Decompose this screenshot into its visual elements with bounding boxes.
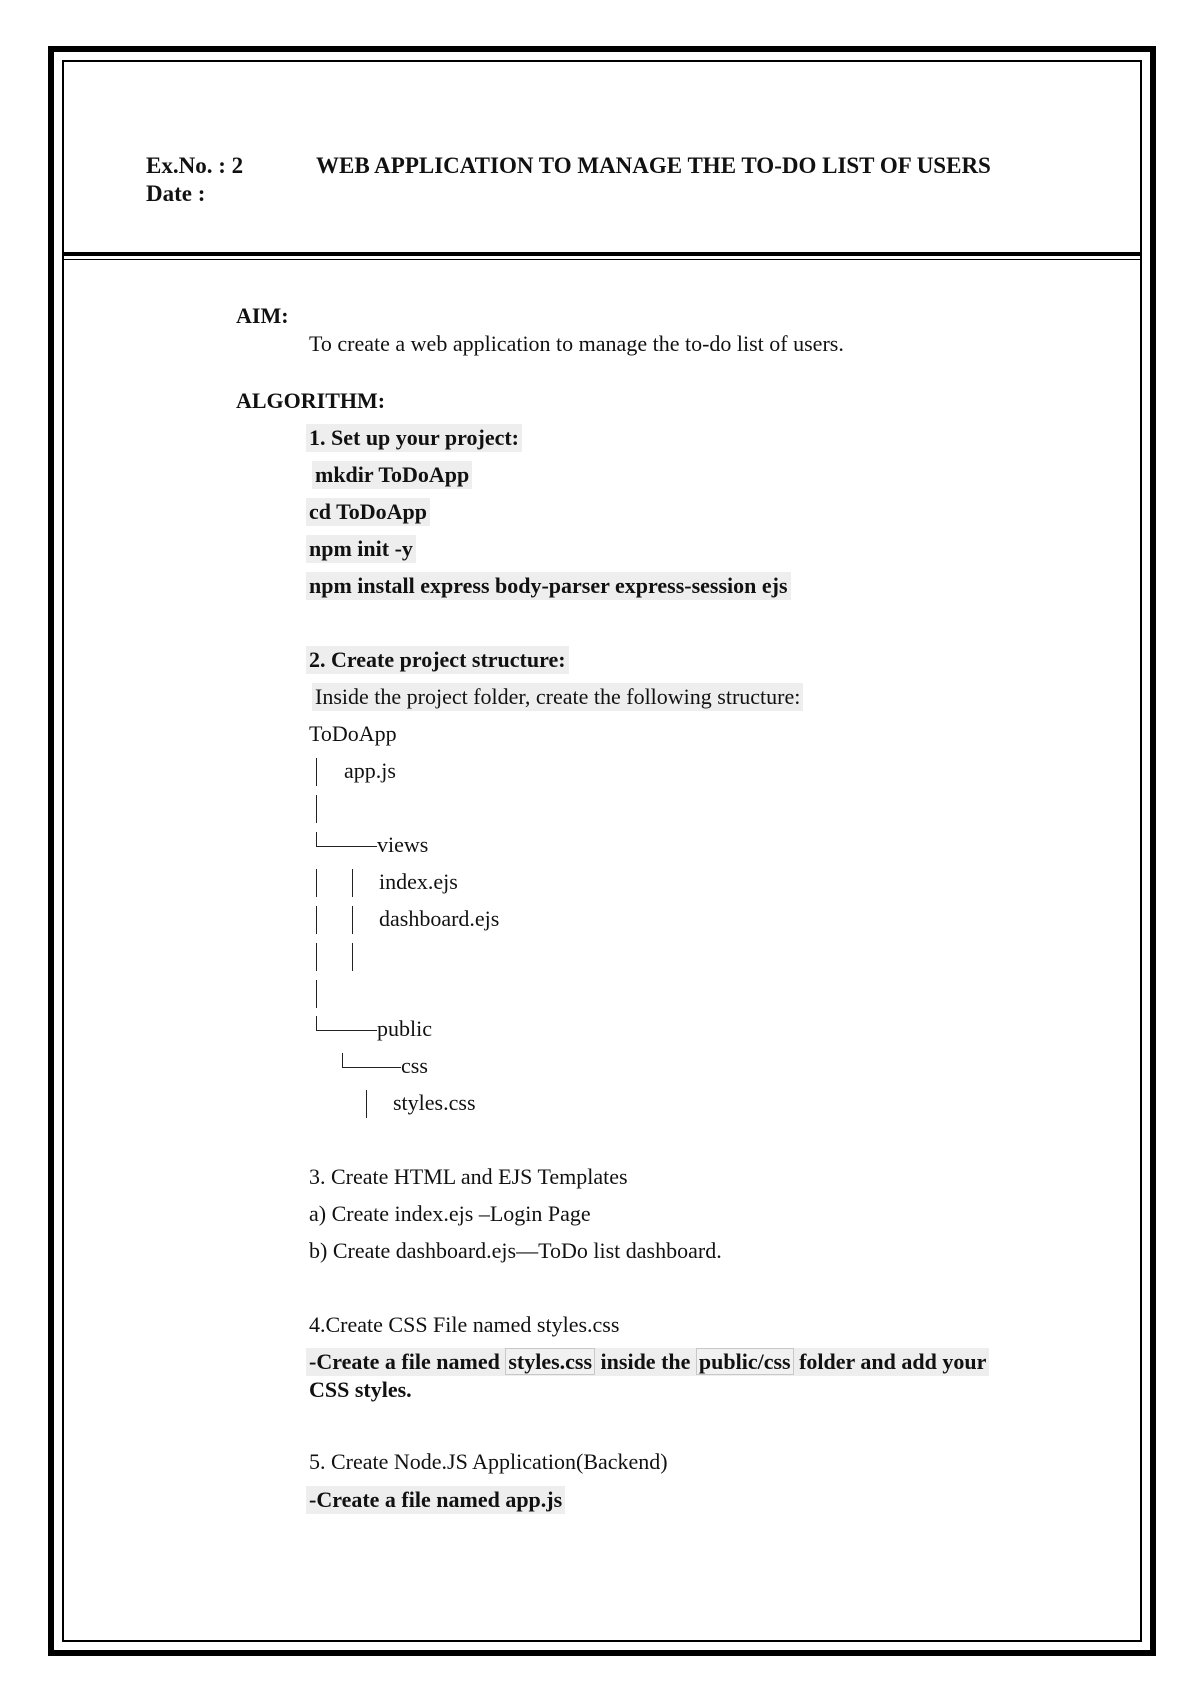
- tree-branch: [316, 832, 377, 847]
- step4-text: folder and add your: [793, 1349, 987, 1374]
- step3-item-a: a) Create index.ejs –Login Page: [309, 1201, 591, 1226]
- tree-folder-public: public: [377, 1016, 432, 1041]
- tree-branch: [342, 1053, 401, 1068]
- step4-text: -Create a file named: [309, 1349, 506, 1374]
- step5-instruction: -Create a file named app.js: [306, 1486, 565, 1514]
- step5-title: 5. Create Node.JS Application(Backend): [309, 1449, 668, 1474]
- tree-line: [316, 869, 317, 897]
- step1-command: mkdir ToDoApp: [312, 461, 472, 489]
- header-divider: [62, 252, 1142, 256]
- step2-intro: Inside the project folder, create the following structure:: [312, 683, 803, 711]
- date-label: Date :: [146, 181, 206, 206]
- tree-file-index-ejs: index.ejs: [379, 869, 458, 894]
- tree-line: [316, 980, 317, 1008]
- tree-folder-views: views: [377, 832, 429, 857]
- step3-item-b: b) Create dashboard.ejs—ToDo list dashboard.: [309, 1238, 722, 1263]
- step4-folder-name: public/css: [696, 1348, 794, 1375]
- step2-title: 2. Create project structure:: [306, 646, 569, 674]
- step4-title: 4.Create CSS File named styles.css: [309, 1312, 620, 1337]
- algorithm-heading: ALGORITHM:: [236, 388, 386, 413]
- tree-line: [366, 1090, 367, 1118]
- tree-line: [316, 906, 317, 934]
- step4-instruction-line2: CSS styles.: [309, 1377, 412, 1402]
- tree-line: [316, 758, 317, 786]
- tree-folder-css: css: [401, 1053, 428, 1078]
- header-divider-thin: [62, 259, 1142, 260]
- step1-command: npm init -y: [306, 535, 416, 563]
- tree-line: [352, 906, 353, 934]
- step1-command: cd ToDoApp: [306, 498, 430, 526]
- step1-title: 1. Set up your project:: [306, 424, 522, 452]
- exercise-number: Ex.No. : 2: [146, 153, 244, 178]
- step4-file-name: styles.css: [505, 1348, 595, 1375]
- tree-line: [352, 869, 353, 897]
- tree-root: ToDoApp: [309, 721, 397, 746]
- tree-file-styles-css: styles.css: [393, 1090, 476, 1115]
- page-border-inner: [62, 60, 1142, 1642]
- aim-text: To create a web application to manage the to-do list of users.: [309, 331, 844, 356]
- step4-text: inside the: [595, 1349, 696, 1374]
- tree-line: [316, 943, 317, 971]
- step1-command: npm install express body-parser express-session ejs: [306, 572, 791, 600]
- tree-file-dashboard-ejs: dashboard.ejs: [379, 906, 500, 931]
- step3-title: 3. Create HTML and EJS Templates: [309, 1164, 628, 1189]
- step4-instruction: [306, 1348, 989, 1376]
- tree-line: [352, 943, 353, 971]
- page-title: WEB APPLICATION TO MANAGE THE TO-DO LIST OF USERS: [316, 153, 991, 178]
- tree-line: [316, 795, 317, 823]
- aim-heading: AIM:: [236, 303, 289, 328]
- tree-file-app-js: app.js: [344, 758, 396, 783]
- tree-branch: [316, 1016, 377, 1031]
